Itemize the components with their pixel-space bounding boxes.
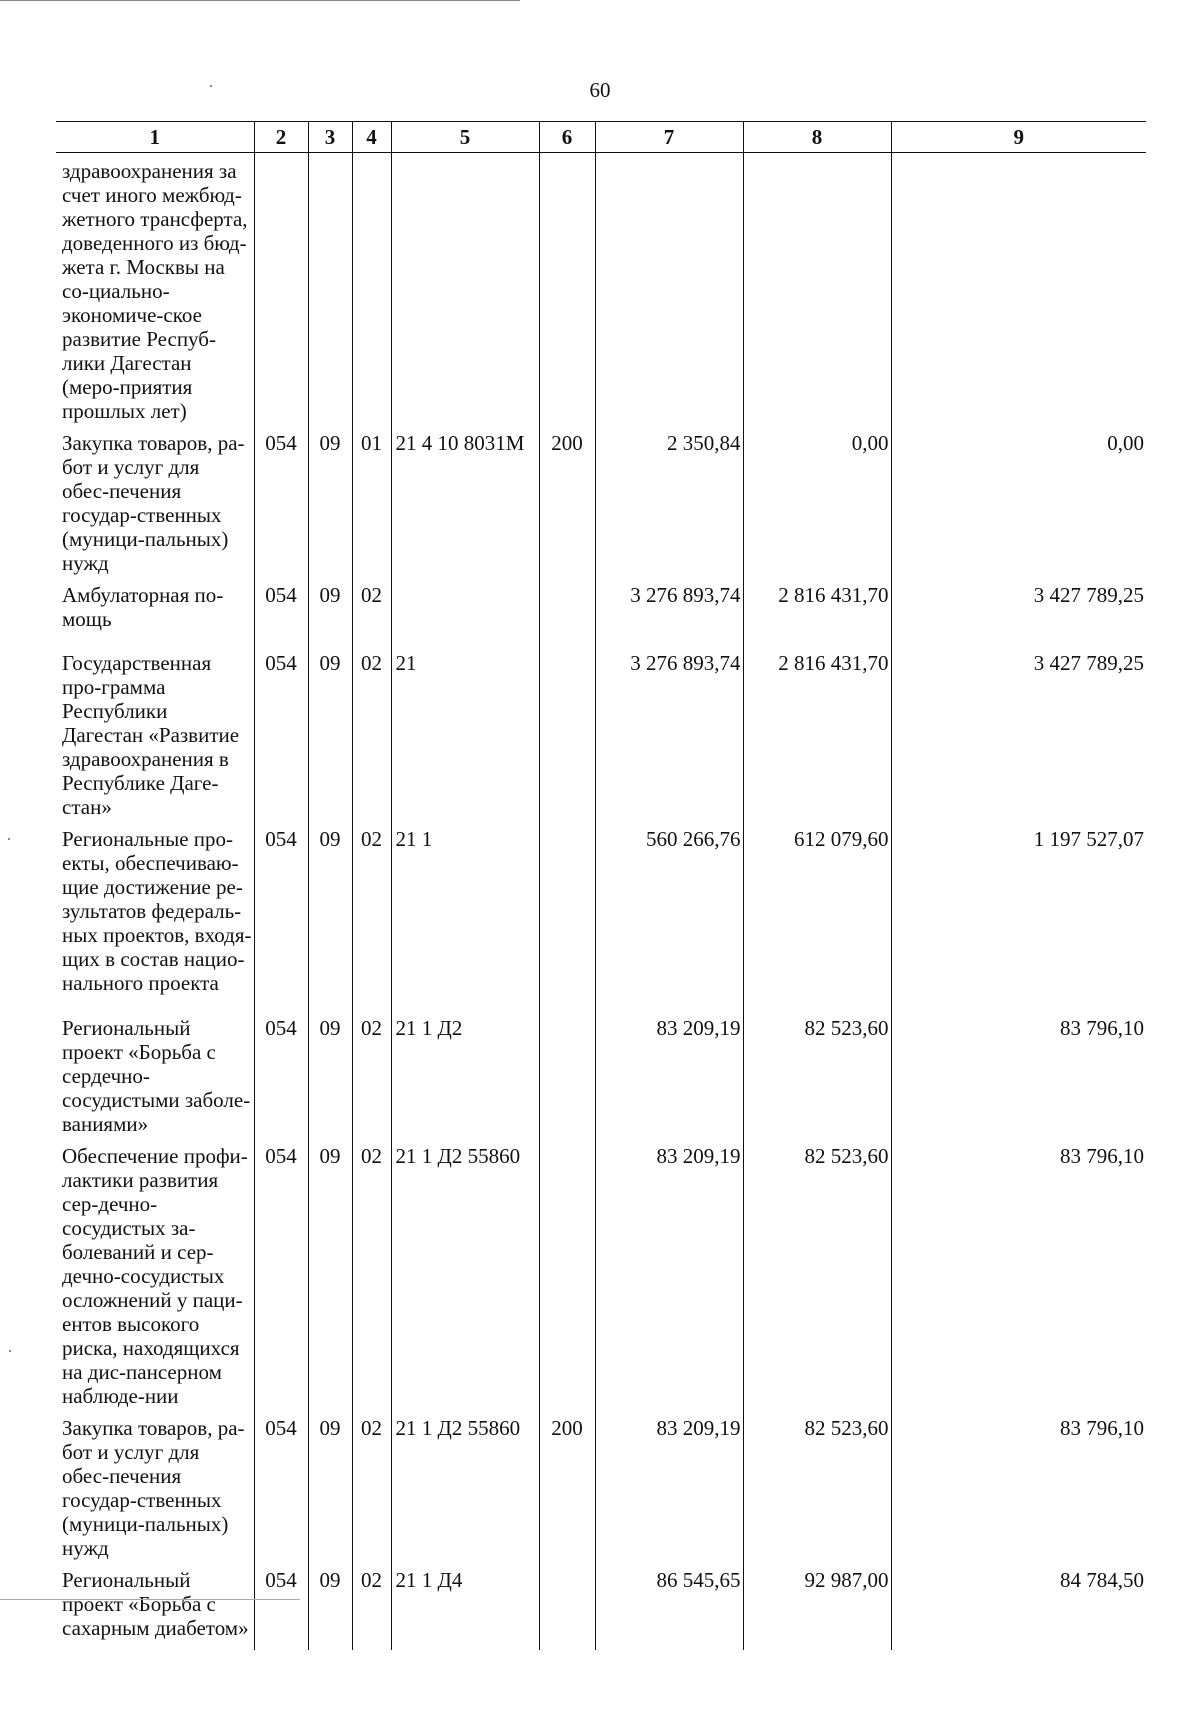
- header-col-3: 3: [308, 122, 352, 153]
- row-col-2-cell: [254, 153, 308, 424]
- table-row: [56, 1560, 1146, 1650]
- row-col-5-cell: [391, 153, 539, 424]
- header-col-6: 6: [539, 122, 595, 153]
- header-col-1: 1: [56, 122, 254, 153]
- row-col-7-cell: 86 545,65: [595, 1560, 743, 1650]
- row-col-2-cell: 054: [254, 1560, 308, 1650]
- row-col-8-cell: 82 523,60: [743, 1136, 891, 1408]
- row-col-3-cell: [308, 153, 352, 424]
- row-col-9-cell: 1 197 527,07: [891, 819, 1146, 1008]
- header-col-8: 8: [743, 122, 891, 153]
- row-col-9-cell: [891, 153, 1146, 424]
- row-col-9-cell: 83 796,10: [891, 1136, 1146, 1408]
- scan-speck: [8, 838, 10, 840]
- table-row: [56, 575, 1146, 643]
- row-col-8-cell: 92 987,00: [743, 1560, 891, 1650]
- row-col-4-cell: 02: [352, 575, 391, 643]
- row-col-3-cell: 09: [308, 1008, 352, 1136]
- row-col-7-cell: 3 276 893,74: [595, 575, 743, 643]
- table-row: [56, 153, 1146, 424]
- row-col-9-cell: 3 427 789,25: [891, 575, 1146, 643]
- table-row: [56, 423, 1146, 575]
- header-col-9: 9: [891, 122, 1146, 153]
- row-col-7-cell: 3 276 893,74: [595, 643, 743, 819]
- top-scan-edge: [0, 0, 520, 1]
- row-col-7-cell: [595, 153, 743, 424]
- budget-table: [56, 121, 1146, 1650]
- row-name-cell: Закупка товаров, ра-бот и услуг для обес-печения государ-ственных (муници-пальных) нужд: [62, 1416, 245, 1560]
- row-col-5-cell: 21: [391, 643, 539, 819]
- row-col-6-cell: 200: [539, 423, 595, 575]
- row-col-3-cell: 09: [308, 1408, 352, 1560]
- row-col-5-cell: [391, 575, 539, 643]
- row-col-9-cell: 84 784,50: [891, 1560, 1146, 1650]
- row-name-cell: Региональные про-екты, обеспечиваю-щие достижение ре-зультатов федераль-ных проектов, входя-щих в состав нацио-нального проекта: [62, 827, 252, 995]
- row-col-4-cell: 02: [352, 643, 391, 819]
- row-col-5-cell: 21 1 Д2 55860: [391, 1408, 539, 1560]
- row-col-8-cell: 0,00: [743, 423, 891, 575]
- row-col-5-cell: 21 1 Д2 55860: [391, 1136, 539, 1408]
- budget-table-container: [56, 121, 1146, 1640]
- row-col-4-cell: 02: [352, 1136, 391, 1408]
- table-body: [56, 153, 1146, 1651]
- row-col-2-cell: 054: [254, 1408, 308, 1560]
- header-col-7: 7: [595, 122, 743, 153]
- row-name-cell: Региональный проект «Борьба с сердечно-сосудистыми заболе-ваниями»: [62, 1016, 251, 1136]
- row-col-7-cell: 83 209,19: [595, 1136, 743, 1408]
- row-col-8-cell: [743, 153, 891, 424]
- row-col-8-cell: 612 079,60: [743, 819, 891, 1008]
- row-col-6-cell: [539, 643, 595, 819]
- row-col-6-cell: [539, 1008, 595, 1136]
- row-col-7-cell: 2 350,84: [595, 423, 743, 575]
- row-col-2-cell: 054: [254, 423, 308, 575]
- row-col-9-cell: 83 796,10: [891, 1408, 1146, 1560]
- row-col-2-cell: 054: [254, 643, 308, 819]
- row-name-cell: Региональный проект «Борьба с сахарным диабетом»: [62, 1568, 249, 1640]
- row-name-cell: Закупка товаров, ра-бот и услуг для обес-печения государ-ственных (муници-пальных) нужд: [62, 431, 245, 575]
- row-col-7-cell: 83 209,19: [595, 1408, 743, 1560]
- header-row: [56, 122, 1146, 153]
- row-col-2-cell: 054: [254, 1008, 308, 1136]
- row-col-4-cell: 02: [352, 1560, 391, 1650]
- row-col-6-cell: [539, 819, 595, 1008]
- table-row: [56, 643, 1146, 819]
- scan-speck: [9, 1350, 11, 1352]
- row-name-cell: Государственная про-грамма Республики Дагестан «Развитие здравоохранения в Республике Даге-стан»: [62, 651, 240, 819]
- header-col-4: 4: [352, 122, 391, 153]
- row-col-4-cell: 02: [352, 1408, 391, 1560]
- row-col-8-cell: 2 816 431,70: [743, 643, 891, 819]
- row-col-3-cell: 09: [308, 819, 352, 1008]
- row-col-8-cell: 2 816 431,70: [743, 575, 891, 643]
- table-row: [56, 1136, 1146, 1408]
- row-col-3-cell: 09: [308, 1136, 352, 1408]
- row-col-2-cell: 054: [254, 575, 308, 643]
- row-col-6-cell: [539, 575, 595, 643]
- row-col-3-cell: 09: [308, 643, 352, 819]
- table-row: [56, 1408, 1146, 1560]
- row-col-2-cell: 054: [254, 1136, 308, 1408]
- row-name-cell: Обеспечение профи-лактики развития сер-дечно-сосудистых за-болеваний и сер-дечно-сосудистых осложнений у паци-ентов высокого риска, находящихся на дис-пансерном наблюде-нии: [62, 1144, 248, 1408]
- row-col-7-cell: 83 209,19: [595, 1008, 743, 1136]
- scan-speck: [210, 85, 212, 87]
- header-col-5: 5: [391, 122, 539, 153]
- row-col-3-cell: 09: [308, 423, 352, 575]
- table-row: [56, 1008, 1146, 1136]
- row-col-5-cell: 21 1: [391, 819, 539, 1008]
- row-col-5-cell: 21 4 10 8031M: [391, 423, 539, 575]
- row-col-8-cell: 82 523,60: [743, 1008, 891, 1136]
- table-row: [56, 819, 1146, 1008]
- row-name-cell: здравоохранения за счет иного межбюд-жетного трансферта, доведенного из бюд-жета г. Москвы на со-циально-экономиче-ское развитие Респуб-лики Дагестан (меро-приятия прошлых лет): [62, 159, 248, 423]
- row-col-6-cell: [539, 1560, 595, 1650]
- row-col-7-cell: 560 266,76: [595, 819, 743, 1008]
- row-name-cell: Амбулаторная по-мощь: [62, 583, 224, 631]
- row-col-9-cell: 3 427 789,25: [891, 643, 1146, 819]
- row-col-3-cell: 09: [308, 1560, 352, 1650]
- header-col-2: 2: [254, 122, 308, 153]
- row-col-9-cell: 0,00: [891, 423, 1146, 575]
- row-col-4-cell: 02: [352, 819, 391, 1008]
- row-col-5-cell: 21 1 Д4: [391, 1560, 539, 1650]
- row-col-6-cell: 200: [539, 1408, 595, 1560]
- page-number: 60: [589, 78, 611, 102]
- row-col-4-cell: [352, 153, 391, 424]
- row-col-2-cell: 054: [254, 819, 308, 1008]
- row-col-4-cell: 02: [352, 1008, 391, 1136]
- row-col-5-cell: 21 1 Д2: [391, 1008, 539, 1136]
- row-col-3-cell: 09: [308, 575, 352, 643]
- row-col-4-cell: 01: [352, 423, 391, 575]
- bottom-scan-edge: [0, 1599, 300, 1600]
- row-col-9-cell: 83 796,10: [891, 1008, 1146, 1136]
- row-col-8-cell: 82 523,60: [743, 1408, 891, 1560]
- row-col-6-cell: [539, 1136, 595, 1408]
- row-col-6-cell: [539, 153, 595, 424]
